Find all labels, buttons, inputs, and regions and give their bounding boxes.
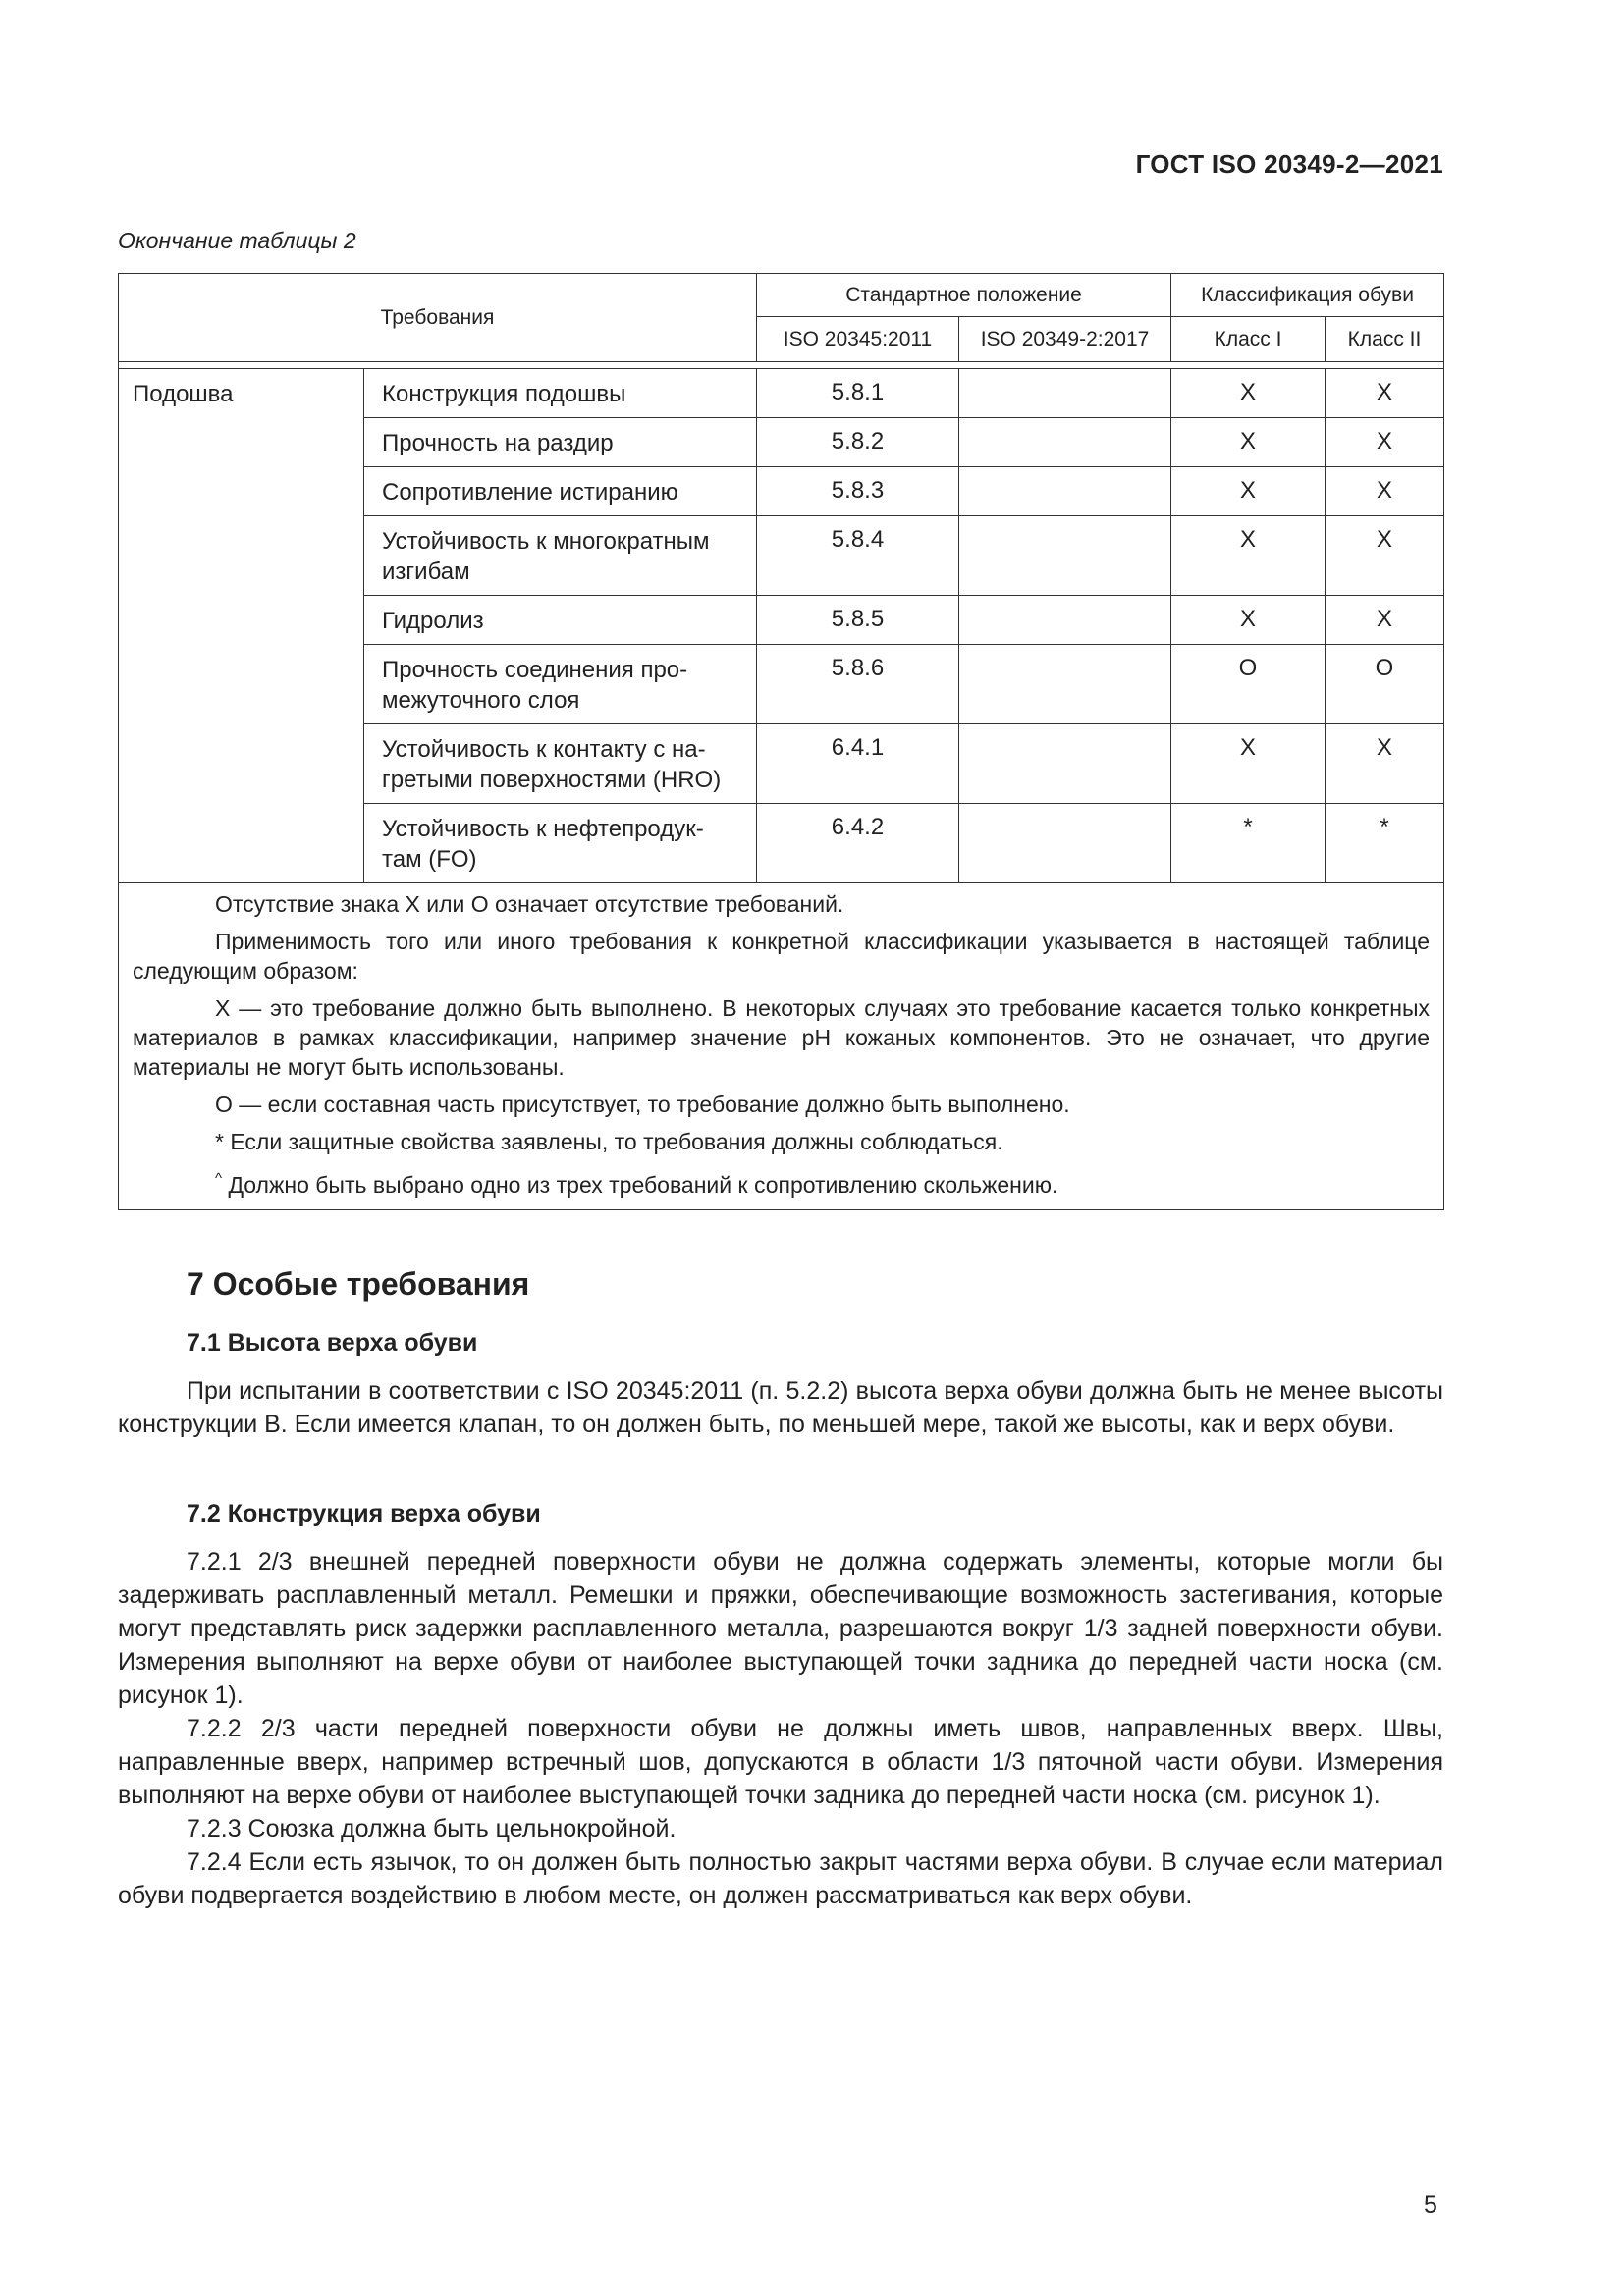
row-iso-20345: 5.8.4 — [757, 516, 959, 596]
row-class-2: X — [1326, 724, 1444, 804]
table-row — [119, 369, 1444, 418]
row-class-1: X — [1171, 596, 1326, 645]
row-iso-20345: 5.8.3 — [757, 467, 959, 516]
note-caret: ^ — [215, 1170, 223, 1187]
row-class-2: X — [1326, 596, 1444, 645]
section-7-title: 7 Особые требования — [187, 1266, 530, 1302]
row-name: Прочность соединения про-межуточного слоя — [364, 645, 757, 724]
row-class-2: X — [1326, 516, 1444, 596]
row-iso-20349 — [959, 467, 1171, 516]
header-class-2: Класс II — [1326, 317, 1444, 362]
header-classification: Классификация обуви — [1171, 274, 1444, 317]
paragraph: При испытании в соответствии с ISO 20345:2011 (п. 5.2.2) высота верха обуви должна быть не менее высоты конструкции B. Если имеется клапан, то он должен быть, по меньшей мере, такой же высоты, как и верх обуви. — [118, 1377, 1443, 1438]
document-header: ГОСТ ISO 20349-2—2021 — [1135, 149, 1443, 179]
row-iso-20345: 5.8.1 — [757, 369, 959, 418]
row-iso-20345: 5.8.2 — [757, 418, 959, 467]
header-standard-position: Стандартное положение — [757, 274, 1171, 317]
row-iso-20345: 5.8.6 — [757, 645, 959, 724]
row-iso-20349 — [959, 645, 1171, 724]
note-4: O — если составная часть присутствует, то требование должно быть выполнено. — [215, 1092, 1070, 1117]
paragraph: 7.2.3 Союзка должна быть цельнокройной. — [187, 1815, 677, 1842]
row-class-1: X — [1171, 467, 1326, 516]
row-class-1: O — [1171, 645, 1326, 724]
row-name: Устойчивость к многократным изгибам — [364, 516, 757, 596]
note-6: Должно быть выбрано одно из трех требований к сопротивлению скольжению. — [228, 1172, 1058, 1198]
row-class-1: X — [1171, 418, 1326, 467]
row-iso-20345: 6.4.1 — [757, 724, 959, 804]
note-1: Отсутствие знака X или O означает отсутствие требований. — [215, 891, 844, 917]
row-iso-20349 — [959, 369, 1171, 418]
row-class-2: X — [1326, 467, 1444, 516]
table-caption: Окончание таблицы 2 — [118, 228, 356, 253]
note-6-wrap — [133, 1164, 1430, 1200]
row-class-1: X — [1171, 724, 1326, 804]
row-iso-20349 — [959, 596, 1171, 645]
row-iso-20349 — [959, 516, 1171, 596]
row-class-2: X — [1326, 418, 1444, 467]
paragraph: 7.2.1 2/3 внешней передней поверхности обуви не должна содержать элементы, которые могли бы задерживать расплавленный металл. Ремешки и пряжки, обеспечивающие возможность застегивания, которые могут представлять риск задержки расплавленного металла, разрешаются вокруг 1/3 задней поверхности обуви. Измерения выполняют на верхе обуви от наиболее выступающей точки задника до передней части носка (см. рисунок 1). — [118, 1548, 1443, 1709]
section-7-2-text — [118, 1545, 1443, 1912]
section-7-1-title: 7.1 Высота верха обуви — [187, 1329, 478, 1357]
header-iso-20349: ISO 20349-2:2017 — [959, 317, 1171, 362]
row-name: Сопротивление истиранию — [364, 467, 757, 516]
note-5: * Если защитные свойства заявлены, то требования должны соблюдаться. — [215, 1129, 1003, 1154]
row-class-1: * — [1171, 804, 1326, 883]
row-class-2: * — [1326, 804, 1444, 883]
requirements-table — [118, 273, 1444, 1210]
section-7-2-title: 7.2 Конструкция верха обуви — [187, 1500, 541, 1527]
paragraph: 7.2.2 2/3 части передней поверхности обуви не должны иметь швов, направленных вверх. Швы, направленные вверх, например встречный шов, допускаются в области 1/3 пяточной части обуви. Измерения выполняют на верхе обуви от наиболее выступающей точки задника до передней части носка (см. рисунок 1). — [118, 1715, 1443, 1809]
table-notes — [119, 883, 1444, 1210]
row-iso-20349 — [959, 418, 1171, 467]
note-2: Применимость того или иного требования к конкретной классификации указывается в настоящей таблице следующим образом: — [133, 929, 1431, 984]
row-name: Устойчивость к контакту с на-гретыми поверхностями (HRO) — [364, 724, 757, 804]
row-group-label: Подошва — [119, 369, 364, 883]
row-name: Конструкция подошвы — [364, 369, 757, 418]
section-7-1-text — [118, 1374, 1443, 1441]
note-3: X — это требование должно быть выполнено. В некоторых случаях это требование касается только конкретных материалов в рамках классификации, например значение pH кожаных компонентов. Это не означает, что другие материалы не могут быть использованы. — [133, 995, 1431, 1080]
row-iso-20345: 6.4.2 — [757, 804, 959, 883]
header-iso-20345: ISO 20345:2011 — [757, 317, 959, 362]
paragraph: 7.2.4 Если есть язычок, то он должен быть полностью закрыт частями верха обуви. В случае если материал обуви подвергается воздействию в любом месте, он должен рассматриваться как верх обуви. — [118, 1848, 1443, 1909]
row-name: Прочность на раздир — [364, 418, 757, 467]
header-class-1: Класс I — [1171, 317, 1326, 362]
header-requirements: Требования — [119, 274, 757, 362]
row-iso-20349 — [959, 804, 1171, 883]
row-iso-20345: 5.8.5 — [757, 596, 959, 645]
row-iso-20349 — [959, 724, 1171, 804]
page-number: 5 — [1424, 2191, 1437, 2218]
row-class-1: X — [1171, 516, 1326, 596]
row-class-2: X — [1326, 369, 1444, 418]
row-name: Гидролиз — [364, 596, 757, 645]
row-class-2: O — [1326, 645, 1444, 724]
row-class-1: X — [1171, 369, 1326, 418]
row-name: Устойчивость к нефтепродук-там (FO) — [364, 804, 757, 883]
